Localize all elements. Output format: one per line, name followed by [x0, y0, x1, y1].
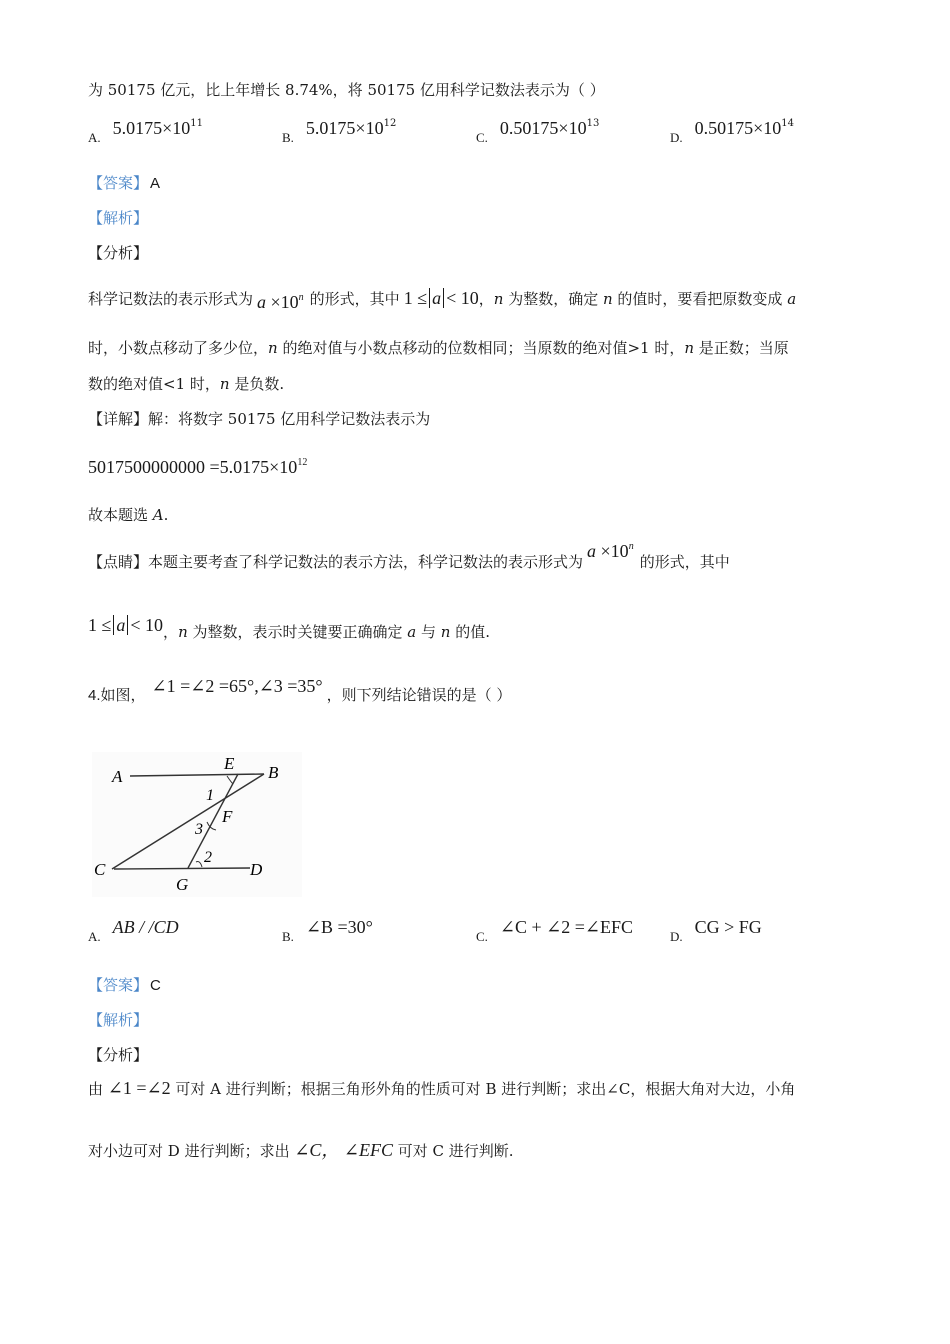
option-label: D. — [670, 929, 683, 944]
q3-option-d: D. $0.50175\times 10^{14}$ — [670, 118, 795, 145]
q4-stem: 4.如图， ∠1 =∠2 =65°,∠3 =35° ，则下列结论错误的是（ ） — [88, 676, 512, 704]
q3-option-a: A. $5.0175\times 10^{11}$ — [88, 118, 204, 145]
q3-analysis-line-1: 科学记数法的表示形式为 $a \times 10^n$ 的形式，其中 1 ≤ a < 10，n 为整数，确定 n 的值时，要看把原数变成 a — [88, 288, 797, 312]
label-3: 3 — [195, 821, 203, 838]
label-c: C — [94, 860, 106, 879]
question-number: 4. — [88, 687, 101, 704]
option-label: B. — [282, 130, 294, 145]
answer-tag: 【答案】 — [88, 174, 149, 192]
q4-answer — [88, 975, 161, 996]
q3-fenxi-tag: 【分析】 — [88, 244, 149, 262]
q3-dianjing: 【点睛】本题主要考查了科学记数法的表示方法，科学记数法的表示形式为$a \times 10^n$的形式，其中 — [88, 541, 730, 571]
geometry-figure — [92, 752, 302, 897]
q3-detail: 【详解】解：将数字 50175 亿用科学记数法表示为 — [88, 410, 431, 428]
option-label: A. — [88, 130, 101, 145]
label-d: D — [250, 860, 263, 879]
label-1: 1 — [206, 787, 214, 804]
q3-jiexi-tag: 【解析】 — [88, 209, 149, 227]
option-label: D. — [670, 130, 683, 145]
label-b: B — [268, 763, 279, 782]
q3-option-c: C. $0.50175\times 10^{13}$ — [476, 118, 600, 145]
q4-option-c: C. ∠C + ∠2 =∠EFC — [476, 917, 633, 944]
formula-range: 1 ≤ a < 10 — [403, 288, 479, 308]
option-label: C. — [476, 130, 488, 145]
q4-jiexi-tag: 【解析】 — [88, 1011, 149, 1029]
dianjing-tag: 【点睛】 — [88, 553, 149, 571]
q3-dianjing-line-2: 1 ≤ a < 10，n 为整数，表示时关键要正确确定 a 与 n 的值. — [88, 615, 490, 641]
answer-tag: 【答案】 — [88, 976, 149, 994]
option-label: B. — [282, 929, 294, 944]
detail-tag: 【详解】 — [88, 410, 149, 428]
q4-fenxi-tag: 【分析】 — [88, 1046, 149, 1064]
label-f: F — [222, 807, 233, 826]
label-2: 2 — [204, 849, 212, 866]
q3-conclusion: 故本题选 A. — [88, 506, 169, 524]
q3-stem: 为 50175 亿元，比上年增长 8.74%，将 50175 亿用科学记数法表示为（ ） — [88, 81, 605, 99]
formula-a10n: $a \times 10^n$ — [587, 541, 634, 561]
formula-a10n: $a \times 10^n$ — [257, 292, 304, 312]
label-g: G — [176, 875, 189, 894]
option-label: A. — [88, 929, 101, 944]
label-e: E — [224, 754, 235, 773]
q4-analysis-line-2: 对小边可对 D 进行判断；求出 ∠C， ∠EFC 可对 C 进行判断. — [88, 1140, 514, 1160]
q4-condition: ∠1 =∠2 =65°,∠3 =35° — [151, 676, 323, 696]
option-label: C. — [476, 929, 488, 944]
answer-value: A — [150, 175, 161, 192]
formula-range: 1 ≤ a < 10 — [88, 615, 164, 635]
q4-analysis-line-1: 由 ∠1 =∠2 可对 A 进行判断；根据三角形外角的性质可对 B 进行判断；求出∠C，根据大角对大边，小角 — [88, 1078, 796, 1098]
q3-analysis-line-2: 时，小数点移动了多少位，n 的绝对值与小数点移动的位数相同；当原数的绝对值>1 时，n 是正数；当原 — [88, 339, 789, 357]
answer-value: C — [150, 977, 161, 994]
q3-equation: $5017500000000 =5.0175\times 10^{12}$ — [88, 457, 308, 477]
q3-analysis-line-3: 数的绝对值<1 时，n 是负数. — [88, 375, 285, 393]
label-a: A — [112, 767, 123, 786]
q3-answer — [88, 173, 160, 194]
q4-option-a: A. AB / /CD — [88, 917, 179, 944]
q4-option-d: D. CG > FG — [670, 917, 762, 944]
q4-option-b: B. ∠B =30° — [282, 917, 373, 944]
line-cd — [114, 868, 250, 869]
q3-option-b: B. $5.0175\times 10^{12}$ — [282, 118, 397, 145]
